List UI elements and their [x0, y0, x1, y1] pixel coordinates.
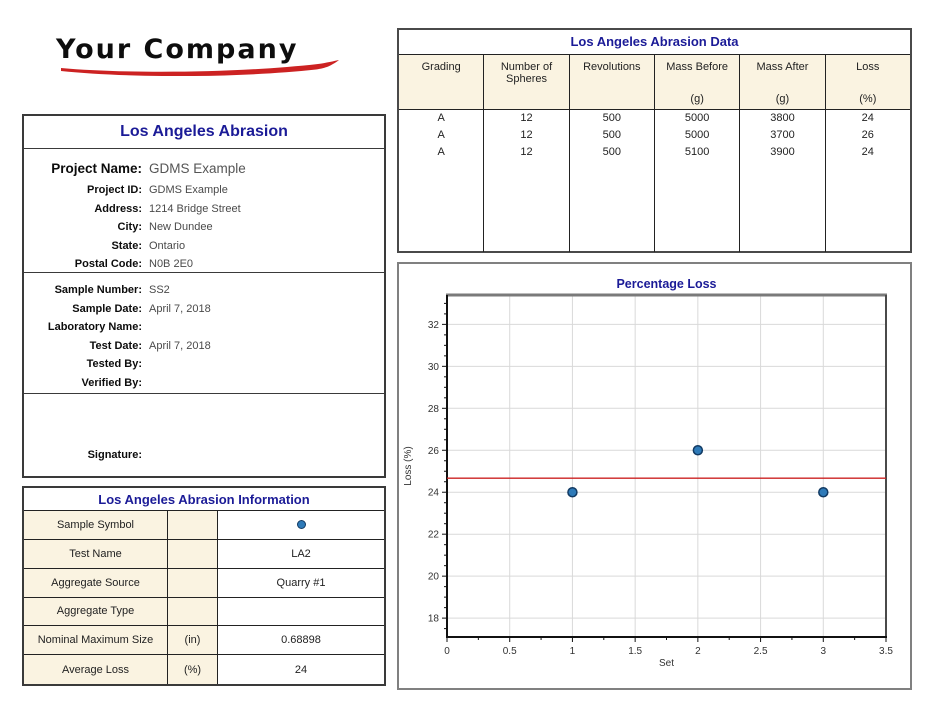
- info-row-label: Aggregate Type: [24, 598, 168, 627]
- svg-text:3: 3: [820, 646, 827, 657]
- field-label: Project ID:: [86, 184, 142, 196]
- table-cell: 3900: [770, 146, 795, 158]
- column-header: [570, 55, 654, 110]
- info-row-value: Quarry #1: [218, 569, 384, 598]
- field-value: New Dundee: [149, 221, 213, 233]
- table-cell: 5100: [684, 146, 710, 158]
- info-row-value: 24: [294, 663, 308, 676]
- column-number-of-spheres: [484, 55, 569, 252]
- column-mass-before: [655, 55, 740, 252]
- table-cell: 12: [520, 129, 533, 141]
- info-row-unit: [168, 598, 218, 627]
- svg-text:30: 30: [427, 361, 439, 373]
- svg-text:28: 28: [427, 403, 439, 415]
- data-table-body: [399, 55, 910, 252]
- info-row-value: 0.68898: [218, 626, 384, 655]
- column-grading: [399, 55, 484, 252]
- column-name: Mass After: [756, 61, 809, 73]
- column-header: [740, 55, 824, 110]
- project-id-row: [24, 181, 384, 200]
- svg-text:0: 0: [444, 646, 450, 657]
- abrasion-data-table: [397, 28, 912, 253]
- table-cell: 5000: [684, 129, 710, 141]
- field-label: Laboratory Name:: [47, 321, 142, 333]
- info-row-unit: (in): [168, 626, 218, 655]
- svg-text:3.5: 3.5: [879, 646, 893, 657]
- column-name: Revolutions: [583, 61, 641, 73]
- field-label: Postal Code:: [74, 258, 142, 270]
- info-row-label: Test Name: [24, 540, 168, 569]
- project-info-section: [24, 149, 384, 273]
- percentage-loss-chart: [399, 264, 910, 688]
- info-row-unit: [168, 540, 218, 569]
- field-value: SS2: [149, 284, 170, 296]
- column-unit: (%): [859, 93, 877, 105]
- field-label: Address:: [94, 202, 142, 215]
- table-cell: 3700: [770, 129, 795, 141]
- info-row-unit: [168, 569, 218, 598]
- svg-text:2: 2: [695, 646, 701, 657]
- sample-date-row: [24, 300, 384, 319]
- sample-number-row: [24, 281, 384, 300]
- field-value: GDMS Example: [149, 161, 246, 176]
- svg-text:20: 20: [427, 571, 439, 583]
- city-row: [24, 218, 384, 237]
- table-cell: 12: [520, 112, 533, 124]
- svg-text:1.5: 1.5: [628, 646, 643, 657]
- svg-text:26: 26: [427, 445, 439, 457]
- column-loss: [826, 55, 910, 252]
- column-unit: (g): [775, 93, 790, 105]
- column-revolutions: [570, 55, 655, 252]
- svg-text:22: 22: [427, 529, 439, 541]
- info-row-unit: (%): [168, 655, 218, 684]
- company-logo-text: Your Company: [56, 34, 299, 65]
- info-row-label: Nominal Maximum Size: [24, 626, 168, 655]
- column-unit: (g): [690, 93, 704, 105]
- table-cell: 500: [602, 129, 621, 141]
- column-name: Mass Before: [666, 61, 729, 73]
- column-header: [826, 55, 910, 110]
- table-cell: 500: [602, 112, 621, 124]
- table-cell: 24: [861, 146, 874, 158]
- column-name: Loss: [856, 61, 880, 73]
- field-label: Sample Number:: [54, 284, 142, 296]
- table-cell: 500: [602, 146, 621, 158]
- svg-text:1: 1: [569, 646, 576, 657]
- column-name: Grading: [421, 61, 461, 73]
- column-header: [655, 55, 739, 110]
- svg-text:2.5: 2.5: [753, 646, 768, 657]
- svg-text:24: 24: [427, 487, 439, 499]
- table-cell: A: [437, 146, 445, 158]
- field-label: Tested By:: [86, 358, 142, 370]
- field-value: April 7, 2018: [149, 339, 211, 352]
- column-header: [484, 55, 568, 110]
- table-cell: 24: [861, 112, 874, 124]
- info-row-label: Sample Symbol: [24, 511, 168, 540]
- signature-section: [24, 394, 384, 477]
- info-row-value: [218, 511, 384, 540]
- column-mass-after: [740, 55, 825, 252]
- svg-text:Set: Set: [658, 658, 675, 669]
- field-value: Ontario: [149, 239, 186, 252]
- field-label: Verified By:: [81, 376, 142, 389]
- data-table-title: Los Angeles Abrasion Data: [399, 30, 910, 55]
- signature-label: Signature:: [87, 449, 142, 461]
- field-label: City:: [117, 221, 142, 233]
- info-row-label: Average Loss: [24, 655, 168, 684]
- table-cell: 3800: [770, 112, 795, 124]
- tested-by-row: [24, 355, 384, 374]
- postal-code-row: [24, 255, 384, 274]
- field-value: GDMS Example: [149, 184, 228, 196]
- svg-text:18: 18: [427, 613, 439, 625]
- field-label: State:: [111, 239, 142, 252]
- test-date-row: [24, 337, 384, 356]
- table-cell: A: [437, 112, 445, 124]
- field-value: N0B 2E0: [149, 258, 194, 270]
- svg-text:0.5: 0.5: [502, 646, 517, 657]
- field-label: Test Date:: [89, 339, 142, 352]
- field-value: April 7, 2018: [149, 302, 211, 315]
- field-value: 1214 Bridge Street: [149, 202, 241, 215]
- field-label: Project Name:: [51, 161, 142, 176]
- sample-symbol-marker: [297, 520, 306, 529]
- info-table-title: Los Angeles Abrasion Information: [24, 488, 384, 511]
- sample-info-section: [24, 273, 384, 394]
- state-row: [24, 237, 384, 256]
- column-name: Number of Spheres: [500, 61, 553, 85]
- info-row-value: [218, 598, 384, 627]
- company-logo: [56, 34, 356, 76]
- table-cell: 5000: [684, 112, 710, 124]
- abrasion-information-table: [22, 486, 386, 686]
- table-cell: A: [437, 129, 445, 141]
- table-cell: 26: [861, 129, 874, 141]
- signature-row: [24, 446, 384, 465]
- svg-text:Percentage Loss: Percentage Loss: [616, 277, 717, 291]
- column-header: [399, 55, 483, 110]
- field-label: Sample Date:: [72, 302, 142, 315]
- report-header-panel: [22, 114, 386, 478]
- project-name-row: [24, 157, 384, 181]
- percentage-loss-chart-panel: [397, 262, 912, 690]
- svg-text:Loss (%): Loss (%): [403, 446, 414, 486]
- report-title: Los Angeles Abrasion: [24, 116, 384, 149]
- info-row-label: Aggregate Source: [24, 569, 168, 598]
- table-cell: 12: [520, 146, 533, 158]
- info-row-value: LA2: [218, 540, 384, 569]
- laboratory-name-row: [24, 318, 384, 337]
- address-row: [24, 200, 384, 219]
- svg-text:32: 32: [427, 319, 439, 331]
- verified-by-row: [24, 374, 384, 393]
- info-row-unit: [168, 511, 218, 540]
